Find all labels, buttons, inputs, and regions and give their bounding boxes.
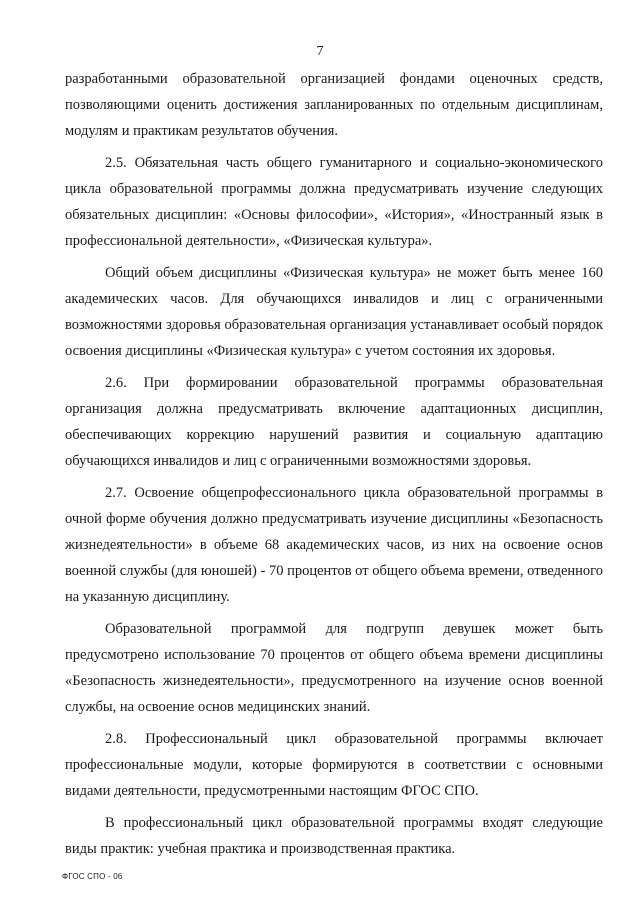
paragraph-continuation: разработанными образовательной организацией фондами оценочных средств, позволяющими оценить достижения запланированных по отдельным дисциплинам, модулям и практикам результатов обучения.	[65, 71, 603, 139]
paragraph-2-8: 2.8. Профессиональный цикл образовательной программы включает профессиональные модули, которые формируются в соответствии с основными видами деятельности, предусмотренными настоящим ФГОС СПО.	[65, 731, 603, 799]
page-number: 7	[316, 44, 324, 59]
paragraph-physical-culture-volume: Общий объем дисциплины «Физическая культура» не может быть менее 160 академических часов. Для обучающихся инвалидов и лиц с ограниченными возможностями здоровья образовательная организация устанавливает особый порядок освоения дисциплины «Физическая культура» с учетом состояния их здоровья.	[65, 265, 603, 359]
footer-document-code: ФГОС СПО - 06	[62, 872, 123, 881]
document-body	[65, 66, 603, 862]
paragraph-2-7: 2.7. Освоение общепрофессионального цикла образовательной программы в очной форме обучения должно предусматривать изучение дисциплины «Безопасность жизнедеятельности» в объеме 68 академических часов, из них на освоение основ военной службы (для юношей) - 70 процентов от общего объема времени, отведенного на указанную дисциплину.	[65, 485, 603, 605]
paragraph-2-5: 2.5. Обязательная часть общего гуманитарного и социально-экономического цикла образовательной программы должна предусматривать изучение следующих обязательных дисциплин: «Основы философии», «История», «Иностранный язык в профессиональной деятельности», «Физическая культура».	[65, 155, 603, 249]
paragraph-2-6: 2.6. При формировании образовательной программы образовательная организация должна предусматривать включение адаптационных дисциплин, обеспечивающих коррекцию нарушений развития и социальную адаптацию обучающихся инвалидов и лиц с ограниченными возможностями здоровья.	[65, 375, 603, 469]
paragraph-practice-types: В профессиональный цикл образовательной программы входят следующие виды практик: учебная практика и производственная практика.	[65, 815, 603, 857]
paragraph-girls-subgroups: Образовательной программой для подгрупп девушек может быть предусмотрено использование 70 процентов от общего объема времени дисциплины «Безопасность жизнедеятельности», предусмотренного на изучение основ военной службы, на освоение основ медицинских знаний.	[65, 621, 603, 715]
